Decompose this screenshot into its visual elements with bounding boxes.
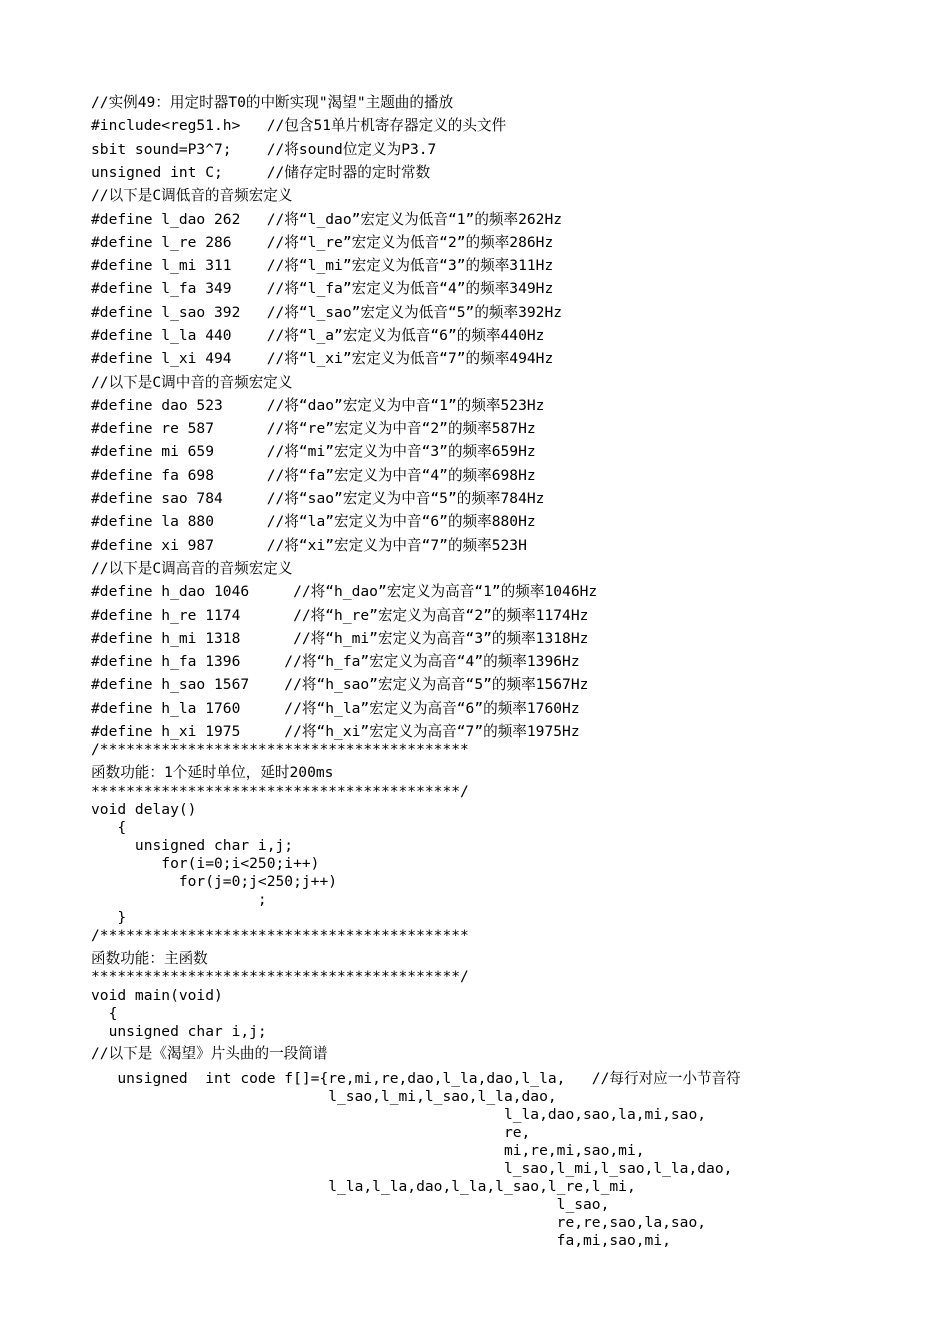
code-line-15: #define re 587 //将“re”宏定义为中音“2”的频率587Hz xyxy=(91,420,536,437)
code-line-49: re, xyxy=(91,1124,531,1141)
comment-border-top-1: /****************************************** xyxy=(91,741,469,758)
code-line-52: l_la,l_la,dao,l_la,l_sao,l_re,l_mi, xyxy=(91,1178,636,1195)
code-line-45: //以下是《渴望》片头曲的一段简谱 xyxy=(91,1045,328,1062)
code-line-10: #define l_sao 392 //将“l_sao”宏定义为低音“5”的频率392Hz xyxy=(91,304,563,321)
code-line-9: #define l_fa 349 //将“l_fa”宏定义为低音“4”的频率349Hz xyxy=(91,280,554,297)
function-comment-main: 函数功能：主函数 xyxy=(91,950,208,967)
code-line-13: //以下是C调中音的音频宏定义 xyxy=(91,374,293,391)
code-line-4: unsigned int C; //储存定时器的定时常数 xyxy=(91,164,431,181)
code-line-3: sbit sound=P3^7; //将sound位定义为P3.7 xyxy=(91,141,437,158)
code-line-24: #define h_mi 1318 //将“h_mi”宏定义为高音“3”的频率1318Hz xyxy=(91,630,589,647)
comment-border-bottom-1: ******************************************/ xyxy=(91,783,469,800)
comment-border-bottom-2: ******************************************/ xyxy=(91,968,469,985)
code-line-54: re,re,sao,la,sao, xyxy=(91,1214,707,1231)
code-line-48: l_la,dao,sao,la,mi,sao, xyxy=(91,1106,707,1123)
code-line-25: #define h_fa 1396 //将“h_fa”宏定义为高音“4”的频率1396Hz xyxy=(91,653,580,670)
code-line-38: } xyxy=(91,909,127,926)
code-line-47: l_sao,l_mi,l_sao,l_la,dao, xyxy=(91,1088,557,1105)
code-line-22: #define h_dao 1046 //将“h_dao”宏定义为高音“1”的频率1046Hz xyxy=(91,583,598,600)
code-line-43: { xyxy=(91,1005,118,1022)
code-line-16: #define mi 659 //将“mi”宏定义为中音“3”的频率659Hz xyxy=(91,443,536,460)
code-line-20: #define xi 987 //将“xi”宏定义为中音“7”的频率523H xyxy=(91,537,527,554)
code-line-19: #define la 880 //将“la”宏定义为中音“6”的频率880Hz xyxy=(91,513,536,530)
code-line-5: //以下是C调低音的音频宏定义 xyxy=(91,187,293,204)
code-line-8: #define l_mi 311 //将“l_mi”宏定义为低音“3”的频率311Hz xyxy=(91,257,554,274)
code-line-36: for(j=0;j<250;j++) xyxy=(91,873,338,890)
code-line-11: #define l_la 440 //将“l_a”宏定义为低音“6”的频率440Hz xyxy=(91,327,545,344)
function-comment-delay: 函数功能：1个延时单位，延时200ms xyxy=(91,764,334,781)
code-line-35: for(i=0;i<250;i++) xyxy=(91,855,320,872)
code-line-55: fa,mi,sao,mi, xyxy=(91,1232,671,1249)
code-line-2: #include<reg51.h> //包含51单片机寄存器定义的头文件 xyxy=(91,117,507,134)
code-line-6: #define l_dao 262 //将“l_dao”宏定义为低音“1”的频率262Hz xyxy=(91,211,563,228)
code-line-53: l_sao, xyxy=(91,1196,610,1213)
code-line-23: #define h_re 1174 //将“h_re”宏定义为高音“2”的频率1174Hz xyxy=(91,607,589,624)
code-line-14: #define dao 523 //将“dao”宏定义为中音“1”的频率523Hz xyxy=(91,397,545,414)
code-line-21: //以下是C调高音的音频宏定义 xyxy=(91,560,293,577)
code-line-33: { xyxy=(91,819,127,836)
code-line-12: #define l_xi 494 //将“l_xi”宏定义为低音“7”的频率494Hz xyxy=(91,350,554,367)
code-line-46: unsigned int code f[]={re,mi,re,dao,l_la,dao,l_la, //每行对应一小节音符 xyxy=(91,1070,741,1087)
code-line-28: #define h_xi 1975 //将“h_xi”宏定义为高音“7”的频率1975Hz xyxy=(91,723,580,740)
code-line-50: mi,re,mi,sao,mi, xyxy=(91,1142,645,1159)
code-line-32: void delay() xyxy=(91,801,197,818)
code-line-51: l_sao,l_mi,l_sao,l_la,dao, xyxy=(91,1160,733,1177)
code-line-34: unsigned char i,j; xyxy=(91,837,294,854)
code-line-18: #define sao 784 //将“sao”宏定义为中音“5”的频率784Hz xyxy=(91,490,545,507)
code-line-42: void main(void) xyxy=(91,987,223,1004)
code-line-44: unsigned char i,j; xyxy=(91,1023,267,1040)
code-line-1: //实例49：用定时器T0的中断实现"渴望"主题曲的播放 xyxy=(91,94,454,111)
code-line-17: #define fa 698 //将“fa”宏定义为中音“4”的频率698Hz xyxy=(91,467,536,484)
comment-border-top-2: /****************************************** xyxy=(91,927,469,944)
code-line-26: #define h_sao 1567 //将“h_sao”宏定义为高音“5”的频率1567Hz xyxy=(91,676,589,693)
code-line-7: #define l_re 286 //将“l_re”宏定义为低音“2”的频率286Hz xyxy=(91,234,554,251)
code-line-37: ; xyxy=(91,891,267,908)
code-line-27: #define h_la 1760 //将“h_la”宏定义为高音“6”的频率1760Hz xyxy=(91,700,580,717)
